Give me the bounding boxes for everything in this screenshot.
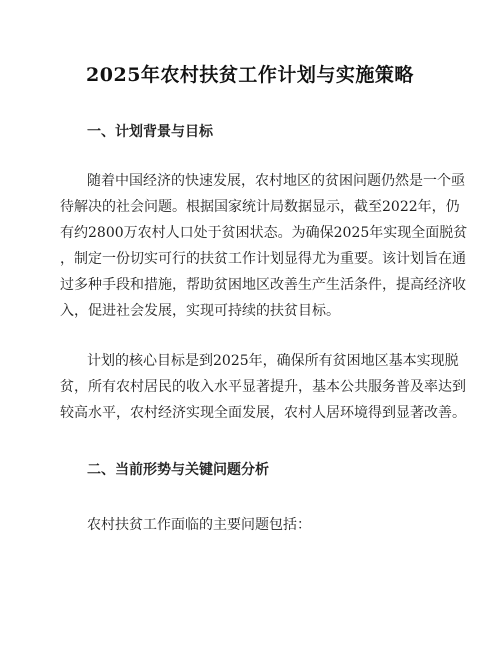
paragraph-line: 过多种手段和措施，帮助贫困地区改善生产生活条件，提高经济收 xyxy=(60,277,466,293)
paragraph-background xyxy=(60,168,468,324)
section-heading-situation: 二、当前形势与关键问题分析 xyxy=(87,462,269,478)
paragraph-line: 入，促进社会发展，实现可持续的扶贫目标。 xyxy=(60,303,340,319)
paragraph-goals xyxy=(60,348,466,426)
paragraph-line: 农村扶贫工作面临的主要问题包括： xyxy=(87,517,311,533)
paragraph-line: ，制定一份切实可行的扶贫工作计划显得尤为重要。该计划旨在通 xyxy=(60,251,466,267)
paragraph-problems-intro xyxy=(87,512,439,538)
document-title: 2025年农村扶贫工作计划与实施策略 xyxy=(86,64,414,86)
paragraph-line: 较高水平，农村经济实现全面发展，农村人居环境得到显著改善。 xyxy=(60,405,466,421)
paragraph-line: 有约2800万农村人口处于贫困状态。为确保2025年实现全面脱贫 xyxy=(60,225,468,241)
paragraph-line: 待解决的社会问题。根据国家统计局数据显示，截至2022年，仍 xyxy=(60,199,460,215)
paragraph-line: 随着中国经济的快速发展，农村地区的贫困问题仍然是一个亟 xyxy=(87,173,465,189)
section-heading-background: 一、计划背景与目标 xyxy=(87,124,213,140)
paragraph-line: 计划的核心目标是到2025年，确保所有贫困地区基本实现脱 xyxy=(87,353,459,369)
paragraph-line: 贫，所有农村居民的收入水平显著提升，基本公共服务普及率达到 xyxy=(60,379,466,395)
